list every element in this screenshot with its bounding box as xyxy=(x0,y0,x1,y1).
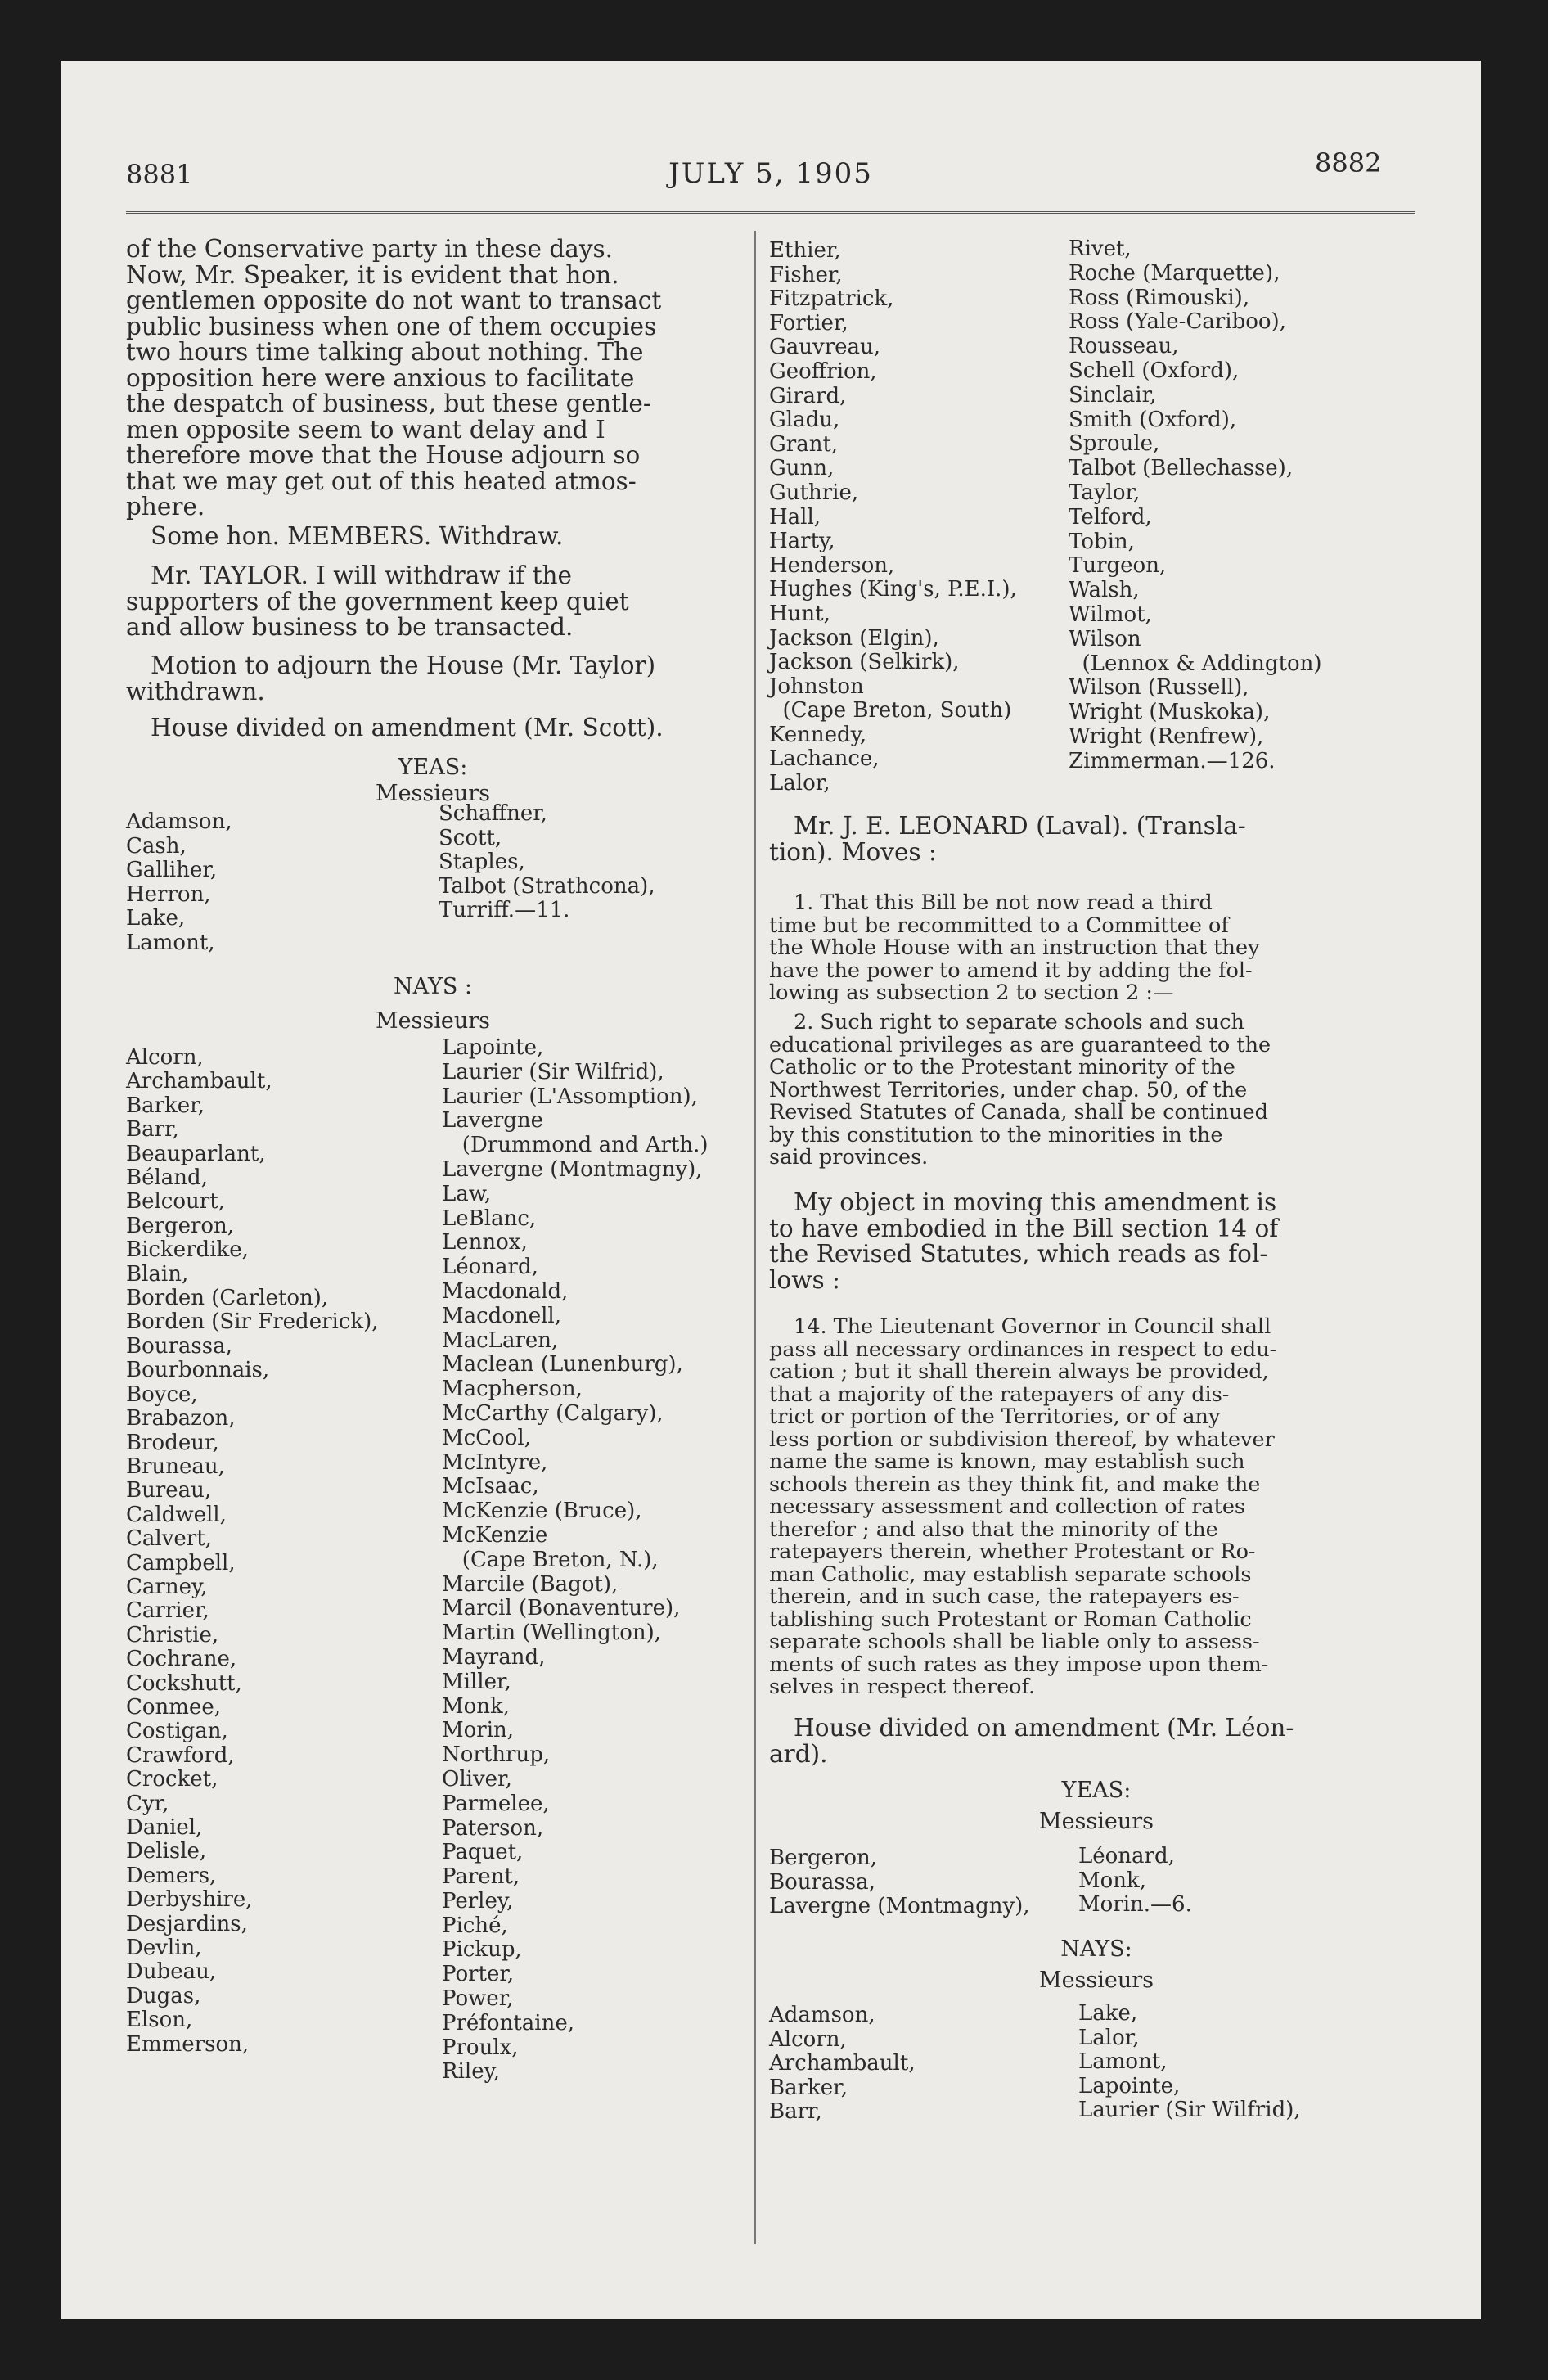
column-divider xyxy=(754,231,756,2244)
nays-heading: NAYS : xyxy=(393,974,473,999)
text-line: Motion to adjourn the House (Mr. Taylor) xyxy=(151,651,656,679)
right-nays-heading: NAYS: xyxy=(1060,1936,1132,1962)
yeas-list-col2: Schaffner, Scott, Staples, Talbot (Strathcona), Turriff.—11. xyxy=(439,801,655,922)
text-line: ard). xyxy=(769,1739,828,1768)
yeas-heading: YEAS: xyxy=(398,755,468,780)
text-line: 14. The Lieutenant Governor in Council shall xyxy=(794,1314,1271,1339)
header-rule xyxy=(126,211,1415,214)
text-line: Now, Mr. Speaker, it is evident that hon. xyxy=(126,260,619,289)
text-line: and allow business to be transacted. xyxy=(126,613,574,641)
text-line: educational privileges as are guaranteed to the xyxy=(769,1032,1271,1057)
text-line: tablishing such Protestant or Roman Catholic xyxy=(769,1607,1252,1632)
text-line: gentlemen opposite do not want to transact xyxy=(126,286,662,314)
text-line: 1. That this Bill be not now read a third xyxy=(794,890,1213,915)
text-line: separate schools shall be liable only to assess- xyxy=(769,1629,1260,1654)
text-line: less portion or subdivision thereof, by whatever xyxy=(769,1427,1275,1452)
right-yeas-heading: YEAS: xyxy=(1061,1778,1132,1803)
nays-list-col1: Alcorn, Archambault, Barker, Barr, Beauparlant, Béland, Belcourt, Bergeron, Bickerdike, Blain, Borden (Carleton), Borden (Sir Frederick), Bourassa, Bourbonnais, Boyce, Brabazon, Brodeur, Bruneau, Bureau, Caldwell, Calvert, Campbell, Carney, Carrier, Christie, Cochrane, Cockshutt, Conmee, Costigan, Crawford, Crocket, Cyr, Daniel, Delisle, Demers, Derbyshire, Desjardins, Devlin, Dubeau, Dugas, Elson, Emmerson, xyxy=(126,1045,379,2057)
text-line: pass all necessary ordinances in respect to edu- xyxy=(769,1336,1277,1362)
text-line: that we may get out of this heated atmos- xyxy=(126,467,637,495)
text-line: Catholic or to the Protestant minority of the xyxy=(769,1055,1235,1080)
text-line: lows : xyxy=(769,1265,840,1294)
text-line: have the power to amend it by adding the fol- xyxy=(769,958,1253,983)
taylor-paragraph xyxy=(126,563,741,641)
text-line: public business when one of them occupies xyxy=(126,312,657,340)
text-line: selves in respect thereof. xyxy=(769,1675,1036,1699)
text-line: necessary assessment and collection of rates xyxy=(769,1494,1246,1519)
motion-withdrawn xyxy=(126,653,741,705)
text-line: said provinces. xyxy=(769,1145,929,1170)
text-line: Northwest Territories, under chap. 50, of the xyxy=(769,1077,1248,1102)
text-line: the Whole House with an instruction that they xyxy=(769,935,1260,960)
object-paragraph xyxy=(769,1190,1425,1293)
text-line: House divided on amendment (Mr. Léon- xyxy=(794,1714,1294,1742)
text-line: two hours time talking about nothing. The xyxy=(126,338,644,366)
right-names-col1: Ethier, Fisher, Fitzpatrick, Fortier, Gauvreau, Geoffrion, Girard, Gladu, Grant, Gunn, Guthrie, Hall, Harty, Henderson, Hughes (King's, P.E.I.), Hunt, Jackson (Elgin), Jackson (Selkirk), Johnston (Cape Breton, South) Kennedy, Lachance, Lalor, xyxy=(769,238,1017,796)
text-line: time but be recommitted to a Committee of xyxy=(769,913,1229,938)
journal-page xyxy=(61,61,1481,2319)
text-line: opposition here were anxious to facilitate xyxy=(126,363,635,392)
text-line: therein, and in such case, the ratepayers es- xyxy=(769,1584,1240,1609)
right-yeas-messieurs: Messieurs xyxy=(1038,1809,1154,1834)
text-line: of the Conservative party in these days. xyxy=(126,235,614,263)
right-yeas-col2: Léonard, Monk, Morin.—6. xyxy=(1078,1844,1192,1917)
text-line: My object in moving this amendment is xyxy=(794,1188,1277,1216)
text-line: phere. xyxy=(126,493,205,521)
house-divided-leonard xyxy=(769,1715,1425,1767)
text-line: therefore move that the House adjourn so xyxy=(126,441,641,469)
text-line: therefor ; and also that the minority of the xyxy=(769,1517,1218,1542)
text-line: lowing as subsection 2 to section 2 :— xyxy=(769,980,1174,1005)
text-line: withdrawn. xyxy=(126,677,265,705)
right-names-col2: Rivet, Roche (Marquette), Ross (Rimouski), Ross (Yale-Cariboo), Rousseau, Schell (Oxford), Sinclair, Smith (Oxford), Sproule, Talbot (Bellechasse), Taylor, Telford, Tobin, Turgeon, Walsh, Wilmot, Wilson (Lennox & Addington) Wilson (Russell), Wright (Muskoka), Wright (Renfrew), Zimmerman.—126. xyxy=(1069,237,1322,773)
text-line: cation ; but it shall therein always be provided, xyxy=(769,1359,1269,1384)
text-line: the despatch of business, but these gentle- xyxy=(126,390,651,417)
text-line: 2. Such right to separate schools and such xyxy=(794,1010,1244,1034)
text-line: tion). Moves : xyxy=(769,837,937,866)
motion-item-1 xyxy=(769,892,1425,1005)
text-line: trict or portion of the Territories, or of any xyxy=(769,1404,1221,1429)
text-line: Revised Statutes of Canada, shall be continued xyxy=(769,1100,1268,1125)
text-line: ments of such rates as they impose upon them- xyxy=(769,1652,1269,1677)
leonard-moves xyxy=(769,814,1425,865)
text-line: Mr. TAYLOR. I will withdraw if the xyxy=(151,561,572,589)
page-number-left: 8881 xyxy=(126,159,193,190)
text-line: that a majority of the ratepayers of any dis- xyxy=(769,1382,1230,1407)
left-intro-paragraph xyxy=(126,237,741,521)
right-yeas-col1: Bergeron, Bourassa, Lavergne (Montmagny), xyxy=(769,1846,1030,1918)
text-line: man Catholic, may establish separate schools xyxy=(769,1562,1252,1587)
right-nays-col1: Adamson, Alcorn, Archambault, Barker, Barr, xyxy=(769,2003,916,2124)
text-line: name the same is known, may establish such xyxy=(769,1449,1245,1474)
intro-lines xyxy=(126,237,741,521)
house-divided-scott: House divided on amendment (Mr. Scott). xyxy=(151,714,664,741)
text-line: by this constitution to the minorities in the xyxy=(769,1122,1223,1147)
text-line: the Revised Statutes, which reads as fol- xyxy=(769,1240,1268,1268)
nays-messieurs: Messieurs xyxy=(375,1008,491,1034)
text-line: schools therein as they think fit, and make the xyxy=(769,1472,1261,1497)
text-line: men opposite seem to want delay and I xyxy=(126,415,605,444)
members-withdraw: Some hon. MEMBERS. Withdraw. xyxy=(151,522,564,550)
motion-item-2 xyxy=(769,1012,1425,1170)
right-nays-messieurs: Messieurs xyxy=(1038,1968,1154,1993)
section-14-quote xyxy=(769,1316,1425,1699)
right-nays-col2: Lake, Lalor, Lamont, Lapointe, Laurier (Sir Wilfrid), xyxy=(1078,2001,1301,2122)
text-line: ratepayers therein, whether Protestant or Ro- xyxy=(769,1539,1256,1564)
text-line: Mr. J. E. LEONARD (Laval). (Transla- xyxy=(794,812,1246,840)
page-number-right: 8882 xyxy=(1315,147,1382,178)
yeas-messieurs: Messieurs xyxy=(375,781,491,806)
text-line: supporters of the government keep quiet xyxy=(126,587,629,615)
page-date-header: JULY 5, 1905 xyxy=(668,157,873,190)
yeas-list-col1: Adamson, Cash, Galliher, Herron, Lake, Lamont, xyxy=(126,809,232,955)
nays-list-col2: Lapointe, Laurier (Sir Wilfrid), Laurier (L'Assomption), Lavergne (Drummond and Arth.) Lavergne (Montmagny), Law, LeBlanc, Lennox, Léonard, Macdonald, Macdonell, MacLaren, Maclean (Lunenburg), Macpherson, McCarthy (Calgary), McCool, McIntyre, McIsaac, McKenzie (Bruce), McKenzie (Cape Breton, N.), Marcile (Bagot), Marcil (Bonaventure), Martin (Wellington), Mayrand, Miller, Monk, Morin, Northrup, Oliver, Parmelee, Paterson, Paquet, Parent, Perley, Piché, Pickup, Porter, Power, Préfontaine, Proulx, Riley, xyxy=(442,1035,709,2085)
text-line: to have embodied in the Bill section 14 of xyxy=(769,1214,1279,1242)
